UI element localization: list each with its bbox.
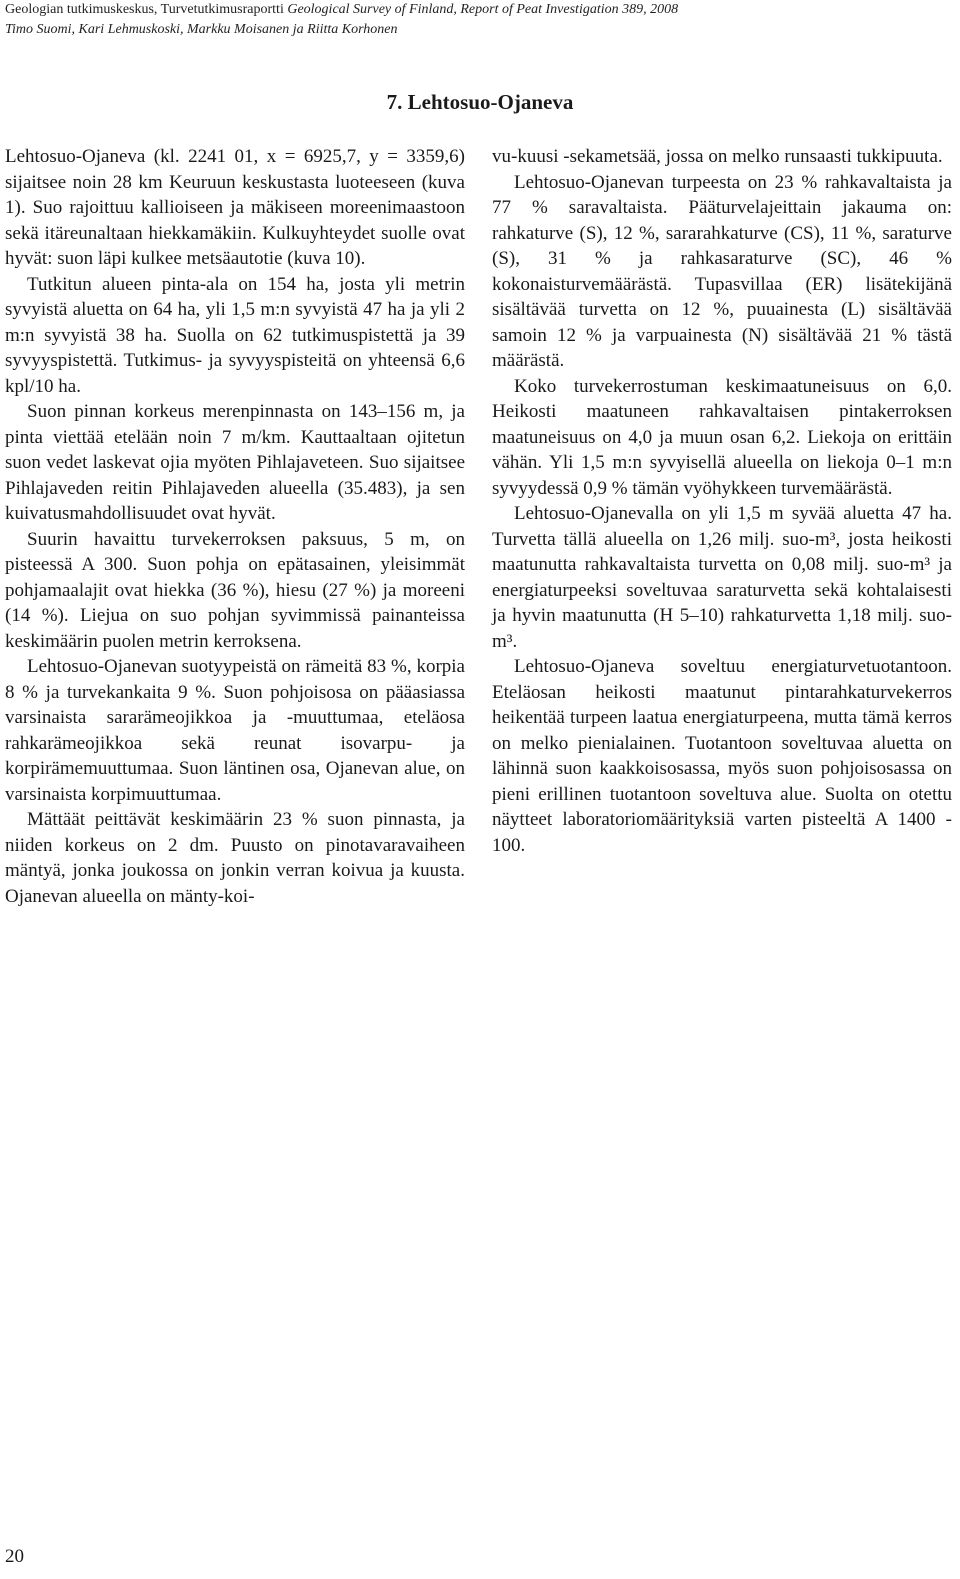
paragraph: vu-kuusi -sekametsää, jossa on melko runsaasti tukkipuuta.: [492, 146, 943, 167]
paragraph: Suon pinnan korkeus merenpinnasta on 143–156 m, ja pinta viettää etelään noin 7 m/km. Kauttaaltaan ojitetun suon vedet laskevat ojia myöten Pihlajaveteen. Suo sijaitsee Pihlajaveden reitin Pihlajaveden alueella (35.483), ja sen kuivatusmahdollisuudet ovat hyvät.: [5, 401, 465, 524]
right-column: [492, 144, 952, 858]
paragraph: Mättäät peittävät keskimäärin 23 % suon pinnasta, ja niiden korkeus on 2 dm. Puusto on pinotavaravaiheen mäntyä, jonka joukossa on jonkin verran koivua ja kuusta. Ojanevan alueella on mänty-koi-: [5, 809, 465, 907]
paragraph: Lehtosuo-Ojaneva soveltuu energiaturvetuotantoon. Eteläosan heikosti maatunut pintarahkaturvekerros heikentää turpeen laatua energiaturpeena, mutta tämä kerros on melko pienialainen. Tuotantoon soveltuvaa aluetta on lähinnä suon kaakkoisosassa, myös suon pohjoisosassa on pieni erillinen tuotantoon soveltuva alue. Suolta on otettu näytteet laboratoriomäärityksiä varten pisteeltä A 1400 - 100.: [492, 656, 952, 856]
paragraph: Lehtosuo-Ojanevan suotyypeistä on rämeitä 83 %, korpia 8 % ja turvekankaita 9 %. Suon pohjoisosa on pääasiassa varsinaista sararämeojikkoa ja -muuttumaa, eteläosa rahkarämeojikkoa sekä reunat isovarpu- ja korpirämemuuttumaa. Suon läntinen osa, Ojanevan alue, on varsinaista korpimuuttumaa.: [5, 656, 465, 805]
paragraph: Lehtosuo-Ojanevalla on yli 1,5 m syvää aluetta 47 ha. Turvetta tällä alueella on 1,26 milj. suo-m³, josta heikosti maatunutta rahkavaltaista turvetta on 0,08 milj. suo-m³ ja energiaturpeeksi soveltuvaa saraturvetta sekä kohtalaisesti ja hyvin maatunutta (H 5–10) rahkaturvetta 1,18 milj. suo-m³.: [492, 503, 952, 652]
paragraph: Suurin havaittu turvekerroksen paksuus, 5 m, on pisteessä A 300. Suon pohja on epätasainen, yleisimmät pohjamaalajit ovat hiekka (36 %), hiesu (27 %) ja moreeni (14 %). Liejua on suo pohjan syvimmissä painanteissa keskimäärin puolen metrin kerroksena.: [5, 528, 465, 652]
header-authors: Timo Suomi, Kari Lehmuskoski, Markku Moisanen ja Riitta Korhonen: [5, 22, 398, 37]
header-series: Geological Survey of Finland, Report of Peat Investigation 389, 2008: [287, 2, 679, 17]
running-header: [5, 0, 678, 40]
paragraph: Tutkitun alueen pinta-ala on 154 ha, josta yli metrin syvyistä aluetta on 64 ha, yli 1,5 m:n syvyistä 47 ha ja yli 2 m:n syvyistä 38 ha. Suolla on 62 tutkimuspistettä ja 39 syvyyspistettä. Tutkimus- ja syvyyspisteitä on yhteensä 6,6 kpl/10 ha.: [5, 273, 465, 397]
paragraph: Lehtosuo-Ojaneva (kl. 2241 01, x = 6925,7, y = 3359,6) sijaitsee noin 28 km Keuruun keskustasta luoteeseen (kuva 1). Suo rajoittuu kallioiseen ja mäkiseen moreenimaastoon sekä itäreunaltaan hiekkamäkiin. Kulkuyhteydet suolle ovat hyvät: suon läpi kulkee metsäautotie (kuva 10).: [5, 146, 465, 269]
header-publisher: Geologian tutkimuskeskus, Turvetutkimusraportti: [5, 2, 284, 17]
header-line-1: [5, 0, 678, 20]
section-title: 7. Lehtosuo-Ojaneva: [386, 90, 574, 114]
page-number: 20: [5, 1546, 24, 1567]
paragraph: Koko turvekerrostuman keskimaatuneisuus on 6,0. Heikosti maatuneen rahkavaltaisen pintakerroksen maatuneisuus on 4,0 ja muun osan 6,2. Liekoja on erittäin vähän. Yli 1,5 m:n syvyisellä alueella on liekoja 0–1 m:n syvyydessä 0,9 % tämän vyöhykkeen turvemäärästä.: [492, 375, 952, 499]
left-column: [5, 144, 465, 909]
paragraph: Lehtosuo-Ojanevan turpeesta on 23 % rahkavaltaista ja 77 % saravaltaista. Pääturvelajeittain jakauma on: rahkaturve (S), 12 %, sararahkaturve (CS), 11 %, saraturve (S), 31 % ja rahkasaraturve (SC), 46 % kokonaisturvemäärästä. Tupasvillaa (ER) lisätekijänä sisältävää turvetta on 12 %, puuainesta (L) sisältävää samoin 12 % ja varpuainesta (N) sisältävää 21 % tästä määrästä.: [492, 171, 952, 371]
